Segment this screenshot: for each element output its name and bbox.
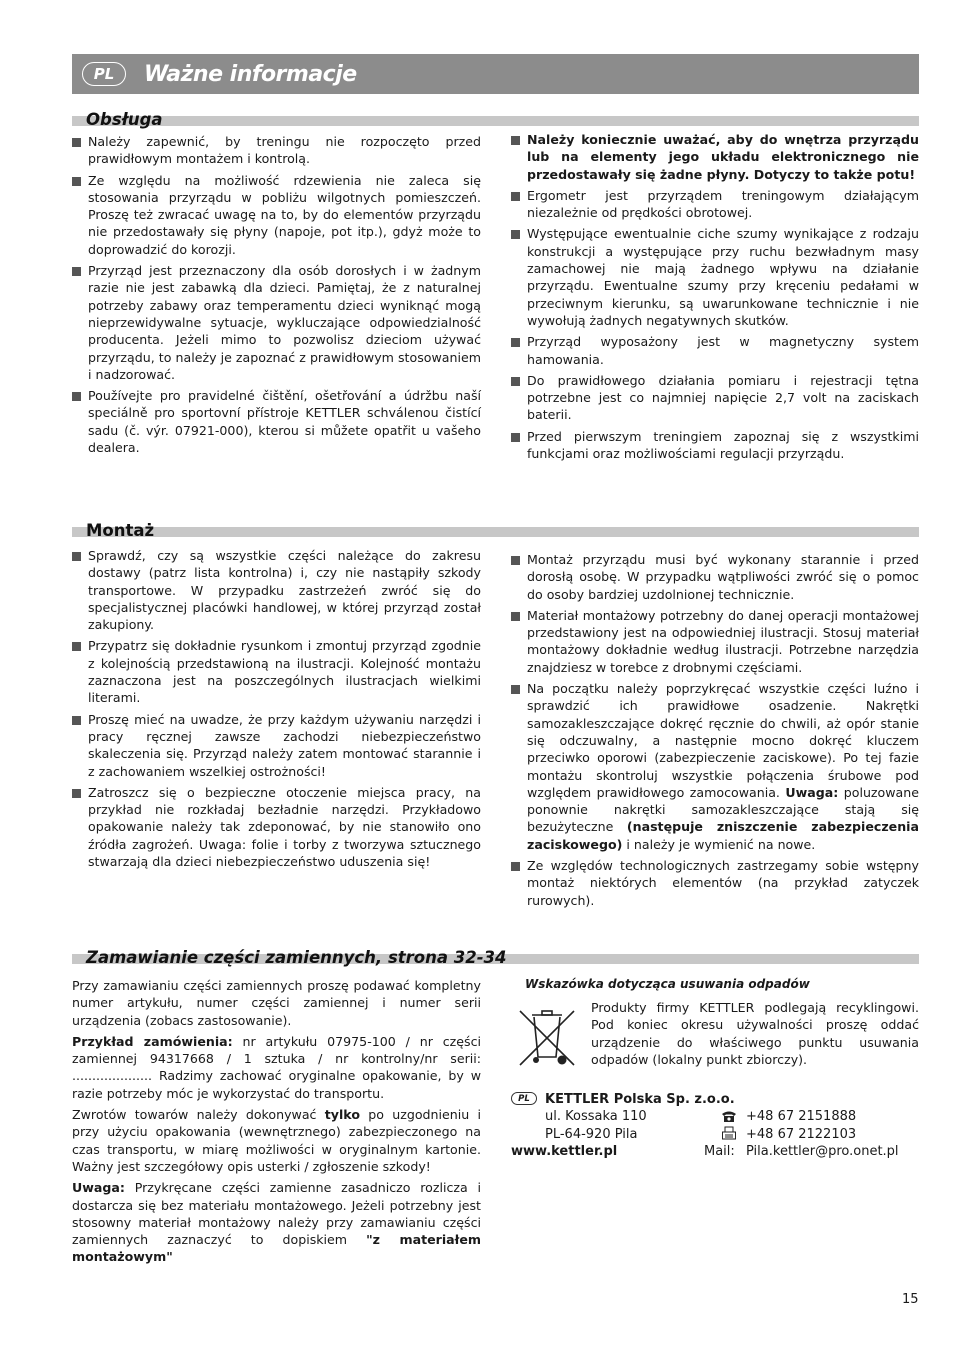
paragraph: Uwaga: Przykręcane części zamienne zasadniczo rozlicza i dostarcza się bez materiału montażowego. Jeżeli potrzebny jest stosowny materiał montażowy należy przy zamawianiu części zamiennych zaznaczyć to dopiskiem "z materiałem montażowym"	[72, 1180, 481, 1265]
section-title: Montaż	[86, 521, 155, 540]
bullet-square-icon	[511, 556, 520, 565]
waste-title: Wskazówka dotycząca usuwania odpadów	[525, 977, 810, 991]
list-item: Przypatrz się dokładnie rysunkom i zmontuj przyrząd zgodnie z kolejnością przedstawioną na ilustracji. Kolejność montażu zaznaczona jest na poszczególnych ilustracjach wielkimi literami.	[72, 637, 481, 706]
bullet-square-icon	[511, 433, 520, 442]
zamawianie-column	[72, 977, 481, 1270]
bullet-square-icon	[72, 267, 81, 276]
fax-number: +48 67 2122103	[746, 1127, 857, 1142]
page-title-bar	[72, 54, 919, 94]
section-title: Obsługa	[86, 110, 163, 129]
list-item: Przed pierwszym treningiem zapoznaj się z wszystkimi funkcjami oraz możliwościami regulacji przyrządu.	[511, 428, 919, 463]
list-item: Na początku należy poprzykręcać wszystkie części luźno i sprawdzić ich prawidłowe osadzenie. Nakrętki samozakleszczające dokręć ręcznie do chwili, aż opór stanie się odczuwalny, a następnie mocno dokręć kluczem przeciwko oporowi (zabezpieczenie zaciskowe). Po tej fazie montażu skontroluj wszystkie połączenia śrubowe pod względem prawidłowego zamocowania. Uwaga: poluzowane ponownie nakrętki samozakleszczające stają się bezużyteczne (następuje zniszczenie zabezpieczenia zaciskowego) i należy je wymienić na nowe.	[511, 680, 919, 853]
section-title: Zamawianie części zamiennych, strona 32-34	[86, 948, 507, 967]
bullet-square-icon	[511, 136, 520, 145]
list-item: Montaż przyrządu musi być wykonany starannie i przed dorosłą osobę. W przypadku wątpliwości zwróć się o pomoc do osoby bardziej uzdolnionej technicznie.	[511, 551, 919, 603]
list-item: Do prawidłowego działania pomiaru i rejestracji tętna potrzebne jest co najmniej napięcie 2,7 volt na zaciskach baterii.	[511, 372, 919, 424]
language-badge: PL	[82, 62, 126, 86]
list-item: Należy zapewnić, by treningu nie rozpoczęto przed prawidłowym montażem i kontrolą.	[72, 133, 481, 168]
address-street: ul. Kossaka 110	[545, 1109, 647, 1124]
bullet-square-icon	[72, 177, 81, 186]
list-item: Sprawdź, czy są wszystkie części należące do zakresu dostawy (patrz lista kontrolna) i, czy nie nastąpiły szkody transportowe. W przypadku zastrzeżeń zwróć się do specjalistycznej placówki handlowej, w której przyrząd został zakupiony.	[72, 547, 481, 633]
list-item: Zatroszcz się o bezpieczne otoczenie miejsca pracy, na przykład nie rozkładaj bezładnie narzędzi. Przykładowo opakowanie należy tak zdeponować, by nie stanowiło ono źródła zagrożeń. Uwaga: folie i torby z tworzywa sztucznego stwarzają dla dzieci niebezpieczeństwo uduszenia się!	[72, 784, 481, 870]
waste-text: Produkty firmy KETTLER podlegają recyklingowi. Pod koniec okresu używalności proszę oddać urządzenie do właściwego punktu usuwania odpadów (lokalny punkt zbiorczy).	[591, 1000, 919, 1067]
section-header-obsluga	[72, 111, 919, 132]
paragraph: Przy zamawianiu części zamiennych proszę podawać kompletny numer artykułu, numer części zamiennej i numer serii urządzenia (zobacs zastosowanie).	[72, 978, 481, 1028]
bullet-square-icon	[72, 789, 81, 798]
website-link[interactable]: www.kettler.pl	[511, 1144, 618, 1159]
phone-number: +48 67 2151888	[746, 1109, 857, 1124]
contact-language-badge: PL	[511, 1092, 537, 1105]
list-item: Ze względu na możliwość rdzewienia nie zaleca się stosowania przyrządu w pobliżu wilgotnych pomieszczeń. Proszę też zwracać uwagę na to, by do elementów przyrządu nie przedostawały się płyny (napoje, pot itp.), gdyż może to doprowadzić do korozji.	[72, 172, 481, 258]
list-item: Proszę mieć na uwadze, że przy każdym używaniu narzędzi i pracy ręcznej zawsze zachodzi niebezpieczeństwo skaleczenia się. Przyrząd należy zatem montować starannie i z zachowaniem wszelkiej ostrożności!	[72, 711, 481, 780]
obsluga-right-column	[511, 131, 919, 466]
list-item: Przyrząd jest przeznaczony dla osób dorosłych i w żadnym razie nie jest zabawką dla dzieci. Pamiętaj, że z naturalnej potrzeby zabawy oraz temperamentu dzieci wyniknąć mogą nieprzewidywalne sytuacje, wykluczające odpowiedzialność producenta. Jeżeli mimo to pozwolisz dzieciom używać przyrządu, to należy je zapoznać z prawidłowym stosowaniem i nadzorować.	[72, 262, 481, 383]
bullet-square-icon	[511, 862, 520, 871]
section-header-montaz	[72, 522, 919, 543]
list-item: Występujące ewentualnie ciche szumy wynikające z rodzaju konstrukcji a występujące przy ruchu bezwładnym masy zamachowej nie mają żadnego wpływu na działanie przyrządu. Ewentualne szumy przy kręceniu pedałami w przeciwnym kierunku, są uwarunkowane technicznie i nie wywołują żadnych negatywnych skutków.	[511, 225, 919, 329]
bullet-square-icon	[511, 338, 520, 347]
bullet-square-icon	[511, 612, 520, 621]
mail-address[interactable]: Pila.kettler@pro.onet.pl	[746, 1144, 899, 1159]
montaz-left-column	[72, 547, 481, 874]
obsluga-left-column	[72, 133, 481, 460]
paragraph: Przykład zamówienia: nr artykułu 07975-100 / nr części zamiennej 94317668 / 1 sztuka / nr kontrolny/nr serii: .................... Radzimy zachować oryginalne opakowanie, by w razie potrzeby móc je wykorzystać do transportu.	[72, 1033, 481, 1101]
crossed-bin-icon	[516, 1005, 578, 1071]
list-item: Používejte pro pravidelné čištění, ošetřování a údržbu naší speciálně pro sportovní přístroje KETTLER schválenou čistící sadu (č. výr. 07921-000), kterou si můžete opatřit u vašeho dealera.	[72, 387, 481, 456]
mail-label: Mail:	[704, 1144, 735, 1159]
list-item: Należy koniecznie uważać, aby do wnętrza przyrządu lub na elementy jego układu elektronicznego nie przedostawały się żadne płyny. Dotyczy to także potu!	[511, 131, 919, 183]
bullet-square-icon	[72, 642, 81, 651]
list-item: Materiał montażowy potrzebny do danej operacji montażowej przedstawiony jest na odpowiedniej ilustracji. Stosuj materiał montażowy dokładnie według ilustracji. Potrzebne narzędzia znajdziesz w torebce z drobnymi częściami.	[511, 607, 919, 676]
list-item: Ergometr jest przyrządem treningowym działającym niezależnie od prędkości obrotowej.	[511, 187, 919, 222]
bullet-square-icon	[72, 392, 81, 401]
bullet-square-icon	[72, 716, 81, 725]
bullet-square-icon	[511, 192, 520, 201]
bullet-square-icon	[511, 685, 520, 694]
fax-icon	[721, 1126, 737, 1141]
company-name: KETTLER Polska Sp. z.o.o.	[545, 1092, 735, 1107]
section-header-zamawianie	[72, 949, 919, 970]
address-city: PL-64-920 Pila	[545, 1127, 638, 1142]
page-number: 15	[902, 1292, 919, 1307]
paragraph: Zwrotów towarów należy dokonywać tylko po uzgodnieniu i przy użyciu opakowania (wewnętrznego) zabezpieczonego na czas transportu, w miarę możliwości w oryginalnym kartonie. Ważny jest szczegółowy opis usterki / zgłoszenie szkody!	[72, 1107, 482, 1174]
bullet-square-icon	[72, 138, 81, 147]
phone-icon	[721, 1109, 737, 1123]
page-title: Ważne informacje	[144, 61, 357, 87]
bullet-square-icon	[72, 552, 81, 561]
bullet-square-icon	[511, 230, 520, 239]
montaz-right-column	[511, 551, 919, 913]
list-item: Ze względów technologicznych zastrzegamy sobie wstępny montaż niektórych elementów (na przykład zatyczek rurowych).	[511, 857, 919, 909]
bullet-square-icon	[511, 377, 520, 386]
list-item: Przyrząd wyposażony jest w magnetyczny system hamowania.	[511, 333, 919, 368]
